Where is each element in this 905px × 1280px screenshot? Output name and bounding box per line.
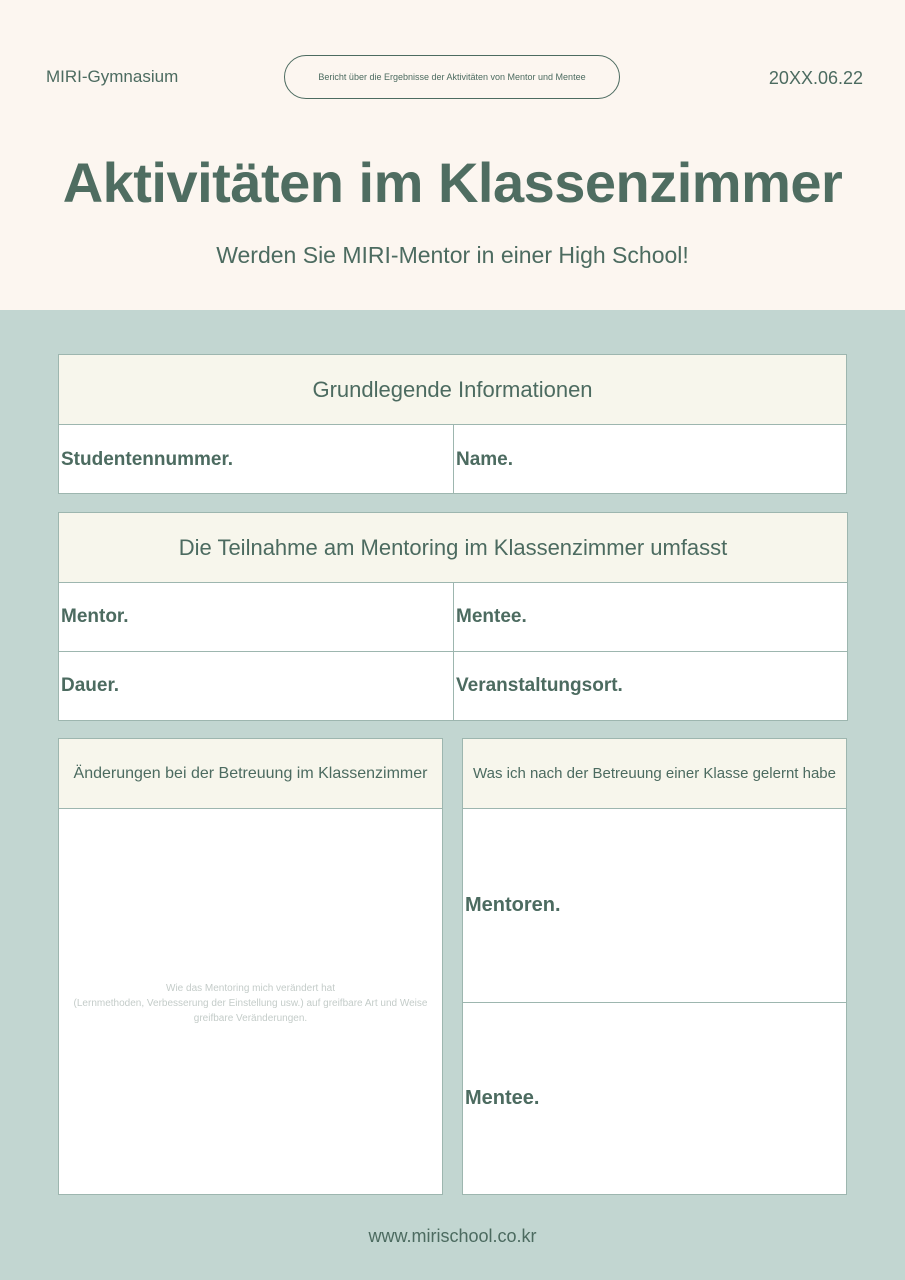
changes-box xyxy=(58,738,443,1195)
basic-info-row xyxy=(59,425,846,494)
participation-row-2 xyxy=(59,652,847,720)
report-label-pill xyxy=(284,55,620,99)
mentee-field[interactable] xyxy=(453,583,847,651)
mentee-learned-field[interactable] xyxy=(463,1003,846,1194)
page-subtitle: Werden Sie MIRI-Mentor in einer High School! xyxy=(216,242,689,268)
mentors-learned-field[interactable] xyxy=(463,809,846,1003)
changes-placeholder-line: (Lernmethoden, Verbesserung der Einstellung usw.) auf greifbare Art und Weise xyxy=(73,998,428,1009)
duration-field[interactable] xyxy=(59,652,453,720)
name-label: Name. xyxy=(456,448,514,470)
footer-website: www.mirischool.co.kr xyxy=(368,1226,537,1246)
header-section xyxy=(0,0,905,310)
mentor-label: Mentor. xyxy=(61,606,129,627)
changes-placeholder xyxy=(59,981,442,1026)
basic-info-heading xyxy=(59,355,846,425)
mentee-label: Mentee. xyxy=(456,606,527,627)
basic-info-table xyxy=(58,354,847,494)
learned-heading xyxy=(463,739,846,809)
changes-body[interactable] xyxy=(59,809,442,1194)
participation-row-1 xyxy=(59,583,847,652)
mentors-learned-label: Mentoren. xyxy=(465,894,561,916)
report-date: 20XX.06.22 xyxy=(768,68,863,88)
duration-label: Dauer. xyxy=(61,675,120,696)
student-number-label: Studentennummer. xyxy=(61,448,234,470)
learned-box xyxy=(462,738,847,1195)
mentee-learned-label: Mentee. xyxy=(465,1087,540,1109)
venue-field[interactable] xyxy=(453,652,847,720)
changes-heading-text: Änderungen bei der Betreuung im Klassenzimmer xyxy=(73,764,428,782)
changes-placeholder-line: greifbare Veränderungen. xyxy=(193,1013,308,1024)
learned-heading-text: Was ich nach der Betreuung einer Klasse gelernt habe xyxy=(473,765,836,782)
report-label-text: Bericht über die Ergebnisse der Aktivitäten von Mentor und Mentee xyxy=(318,72,586,82)
participation-heading-text: Die Teilnahme am Mentoring im Klassenzimmer umfasst xyxy=(178,534,728,560)
changes-placeholder-line: Wie das Mentoring mich verändert hat xyxy=(166,983,335,994)
mentor-field[interactable] xyxy=(59,583,453,651)
basic-info-heading-text: Grundlegende Informationen xyxy=(312,376,593,402)
participation-table xyxy=(58,512,848,721)
changes-heading xyxy=(59,739,442,809)
student-number-field[interactable] xyxy=(59,425,453,494)
participation-heading xyxy=(59,513,847,583)
page-title: Aktivitäten im Klassenzimmer xyxy=(62,151,843,214)
school-name: MIRI-Gymnasium xyxy=(46,67,179,86)
venue-label: Veranstaltungsort. xyxy=(456,675,623,696)
name-field[interactable] xyxy=(453,425,846,494)
